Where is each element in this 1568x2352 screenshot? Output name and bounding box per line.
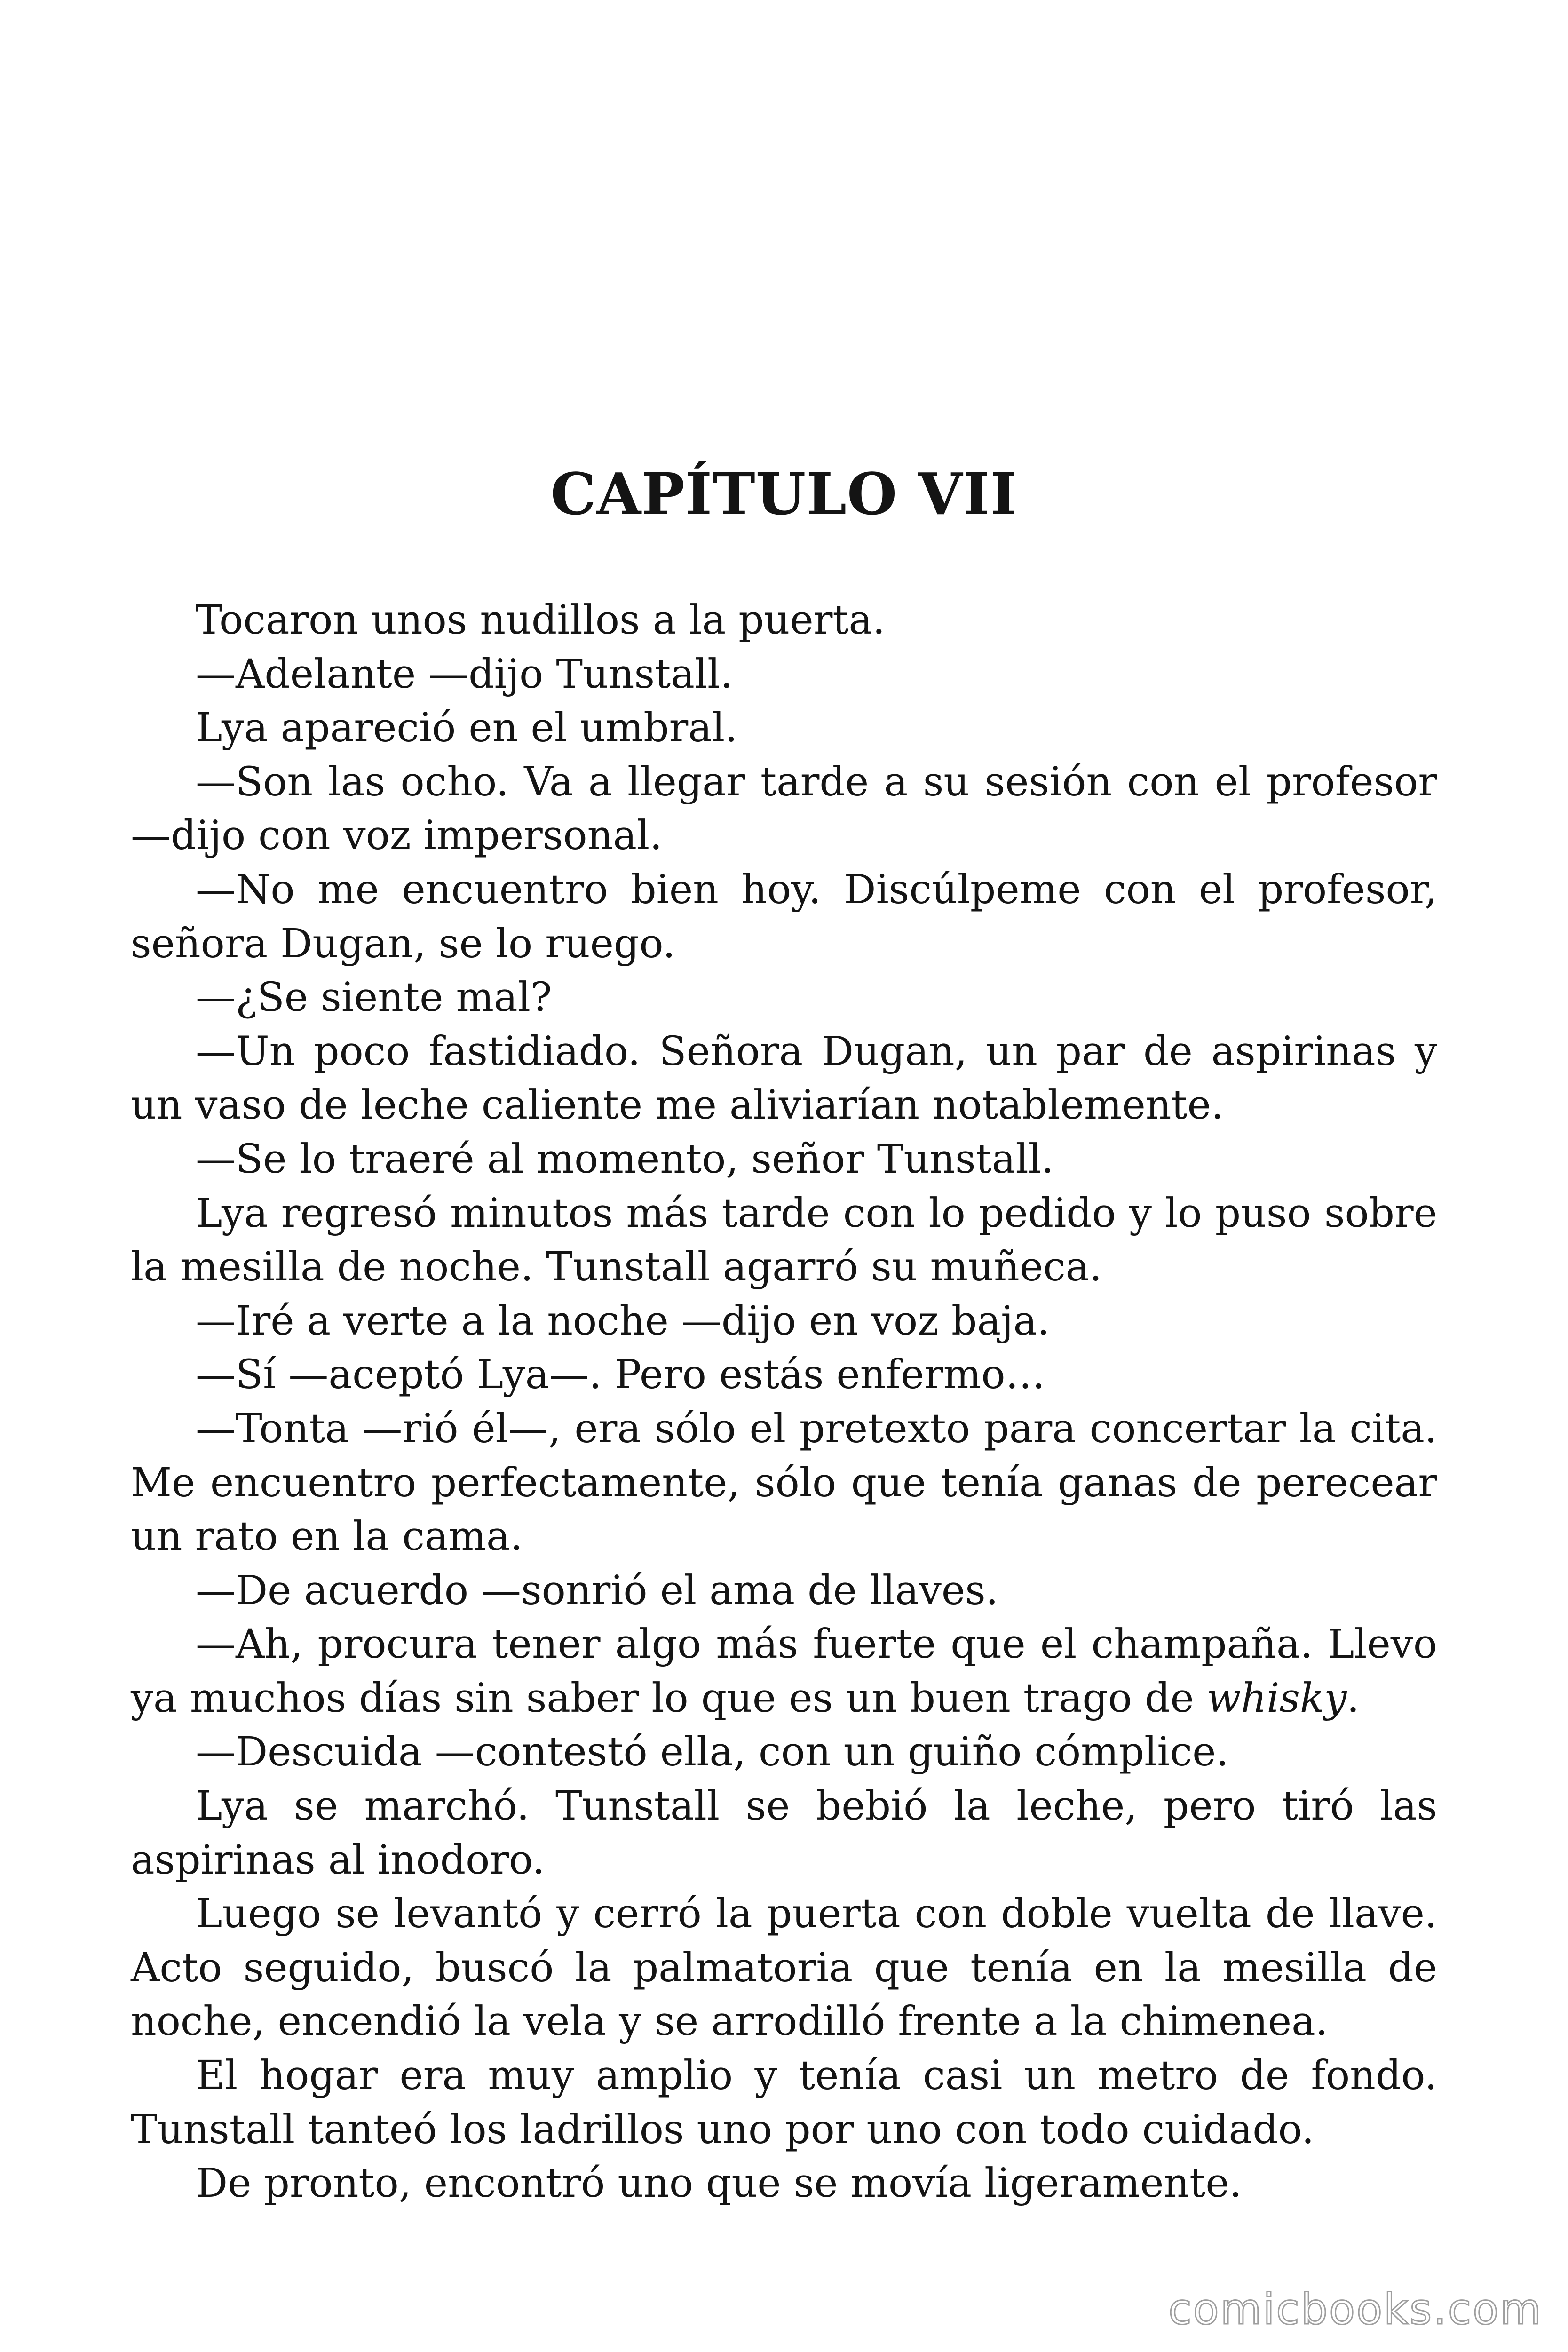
- paragraph-italic-word: whisky: [1206, 1675, 1347, 1722]
- paragraph: Tocaron unos nudillos a la puerta.: [196, 597, 886, 644]
- paragraph: —Adelante —dijo Tunstall.: [196, 651, 733, 698]
- paragraph-text: —Ah, procura tener algo más fuerte que el champaña. Llevo ya muchos días sin saber lo que es un buen trago de: [131, 1621, 1437, 1722]
- paragraph: [131, 1618, 1437, 1725]
- paragraph: —Tonta —rió él—, era sólo el pretexto para concertar la cita. Me encuentro perfectamente, sólo que tenía ganas de perecear un rato en la cama.: [131, 1405, 1437, 1560]
- paragraph: El hogar era muy amplio y tenía casi un metro de fondo. Tunstall tanteó los ladrillos uno por uno con todo cuidado.: [131, 2052, 1437, 2153]
- paragraph: Lya se marchó. Tunstall se bebió la leche, pero tiró las aspirinas al inodoro.: [131, 1783, 1437, 1883]
- watermark: comicbooks.com: [1168, 2285, 1543, 2334]
- paragraph: Luego se levantó y cerró la puerta con doble vuelta de llave. Acto seguido, buscó la palmatoria que tenía en la mesilla de noche, encendió la vela y se arrodilló frente a la chimenea.: [131, 1891, 1437, 2045]
- chapter-title: CAPÍTULO VII: [550, 460, 1018, 528]
- paragraph: —Son las ocho. Va a llegar tarde a su sesión con el profesor —dijo con voz impersonal.: [131, 758, 1437, 859]
- paragraph: Lya apareció en el umbral.: [196, 705, 738, 752]
- paragraph: —No me encuentro bien hoy. Discúlpeme con el profesor, señora Dugan, se lo ruego.: [131, 866, 1437, 967]
- paragraph: —Descuida —contestó ella, con un guiño cómplice.: [196, 1729, 1229, 1776]
- paragraph: —Sí —aceptó Lya—. Pero estás enfermo…: [196, 1351, 1045, 1398]
- paragraph: —De acuerdo —sonrió el ama de llaves.: [196, 1567, 998, 1614]
- paragraph: De pronto, encontró uno que se movía ligeramente.: [196, 2160, 1242, 2207]
- paragraph: —Se lo traeré al momento, señor Tunstall.: [196, 1136, 1054, 1183]
- paragraph-tail: .: [1346, 1675, 1360, 1722]
- paragraph: —Iré a verte a la noche —dijo en voz baja.: [196, 1297, 1050, 1344]
- paragraph: —Un poco fastidiado. Señora Dugan, un par de aspirinas y un vaso de leche caliente me aliviarían notablemente.: [131, 1028, 1437, 1129]
- paragraph: Lya regresó minutos más tarde con lo pedido y lo puso sobre la mesilla de noche. Tunstall agarró su muñeca.: [131, 1190, 1437, 1291]
- paragraph: —¿Se siente mal?: [196, 974, 552, 1021]
- chapter-body: [131, 594, 1437, 2211]
